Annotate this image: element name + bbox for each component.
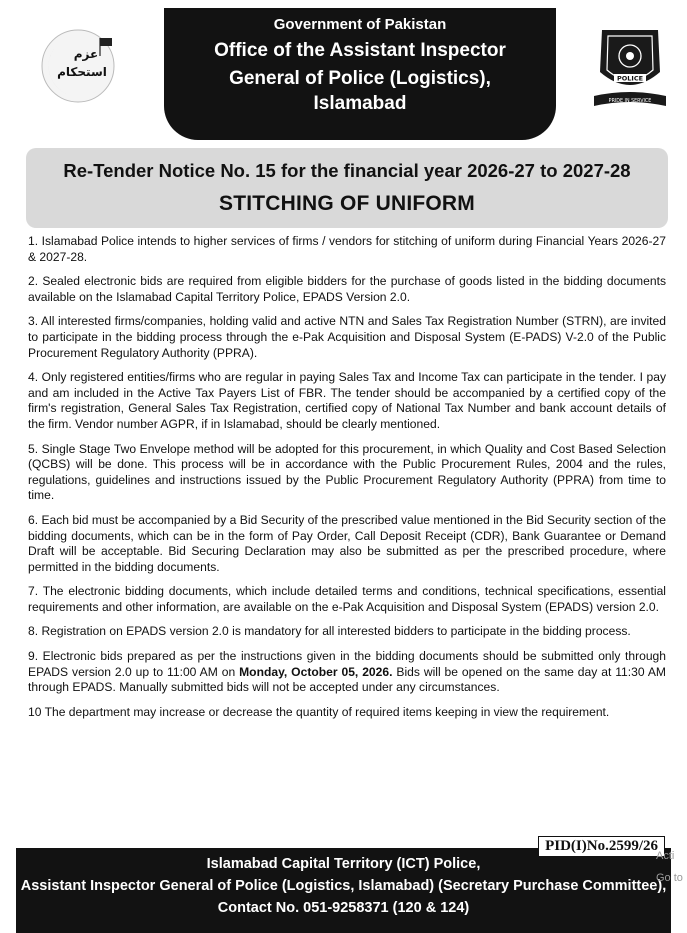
tender-title-band (26, 148, 668, 228)
footer-line-2: Assistant Inspector General of Police (Logistics, Islamabad) (Secretary Purchase Committee), (20, 878, 667, 894)
footer-banner (16, 848, 671, 933)
clause-9-after: Bids will be opened on the same day at 11:30 AM through EPADS. Manually submitted bids will not be accepted under any circumstances. (28, 664, 666, 695)
clause-7: 7. The electronic bidding documents, which include detailed terms and conditions, technical specifications, essential requirements and other information, are available on the e-Pak Acquisition and Disposal System (EPADS) version 2.0. (28, 584, 666, 614)
clause-5: 5. Single Stage Two Envelope method will be adopted for this procurement, in which Quality and Cost Based Selection (QCBS) will be done. This process will be in accordance with the Public Procurement Rules, 2004 and the rules, regulations, guidelines and instructions issued by the Public Procurement Regulatory Authority (PPRA) from time to time. (28, 441, 666, 503)
badge-police-text: POLICE (616, 74, 644, 83)
clause-9-before: 9. Electronic bids prepared as per the instructions given in the bidding documents should be submitted only through EPADS version 2.0 up to 11:00 AM on (28, 649, 666, 679)
activation-watermark (656, 845, 687, 889)
logo-urdu-line2: استحکام (57, 65, 107, 79)
office-title-line2: General of Police (Logistics), (229, 68, 491, 89)
police-badge-logo (590, 22, 670, 114)
office-title-line1: Office of the Assistant Inspector (214, 40, 506, 61)
watermark-line-1: Acti (656, 850, 675, 862)
government-label: Government of Pakistan (273, 16, 447, 33)
azm-e-istehkam-logo (38, 26, 118, 106)
clause-3: 3. All interested firms/companies, holding valid and active NTN and Sales Tax Registration Number (STRN), are invited to participate in the bidding process through the e-Pak Acquisition and Disposal System (E-PADS) V-2.0 of the Public Procurement Regulatory Authority (PPRA). (28, 314, 666, 360)
clause-10: 10 The department may increase or decrease the quantity of required items keeping in view the requirement. (28, 704, 610, 719)
clause-4: 4. Only registered entities/firms who are regular in paying Sales Tax and Income Tax can participate in the tender. I pay and am included in the Active Tax Payers List of FBR. The tender should be accompanied by a certified copy of the firm's registration, General Sales Tax Registration, certified copy of National Tax Number and bank account details of the firm. Vendor number AGPR, if in Islamabad, should be clearly mentioned. (28, 370, 666, 431)
clause-6: 6. Each bid must be accompanied by a Bid Security of the prescribed value mentioned in the Bid Security section of the bidding documents, which can be in the form of Pay Order, Call Deposit Receipt (CDR), Bank Guarantee or Demand Draft will be acceptable. Bid Securing Declaration may also be submitted as per the prescribed procedure, where permitted in the bidding documents. (28, 512, 666, 574)
badge-pride-text: PRIDE IN SERVICE (608, 99, 652, 104)
clause-1: 1. Islamabad Police intends to higher services of firms / vendors for stitching of uniform during Financial Years 2026-27 & 2027-28. (28, 234, 666, 264)
pid-number: PID(I)No.2599/26 (538, 836, 665, 857)
retender-notice-title: Re-Tender Notice No. 15 for the financial year 2026-27 to 2027-28 (63, 160, 631, 181)
watermark-line-2: Go to (656, 872, 683, 884)
footer-line-1: Islamabad Capital Territory (ICT) Police, (206, 856, 481, 872)
tender-clauses (28, 234, 666, 729)
footer-contact: Contact No. 051-9258371 (120 & 124) (217, 900, 470, 916)
clause-8: 8. Registration on EPADS version 2.0 is mandatory for all interested bidders to participate in the bidding process. (28, 624, 631, 639)
clause-2: 2. Sealed electronic bids are required from eligible bidders for the purchase of goods listed in the bidding documents available on the Islamabad Capital Territory Police, EPADS Version 2.0. (28, 274, 666, 304)
tender-subject: STITCHING OF UNIFORM (219, 192, 475, 215)
logo-urdu-line1: عزم (73, 47, 99, 61)
office-city: Islamabad (313, 93, 407, 114)
clause-9 (28, 649, 666, 696)
header-banner (164, 8, 556, 140)
bid-deadline-date: Monday, October 05, 2026. (239, 664, 393, 679)
